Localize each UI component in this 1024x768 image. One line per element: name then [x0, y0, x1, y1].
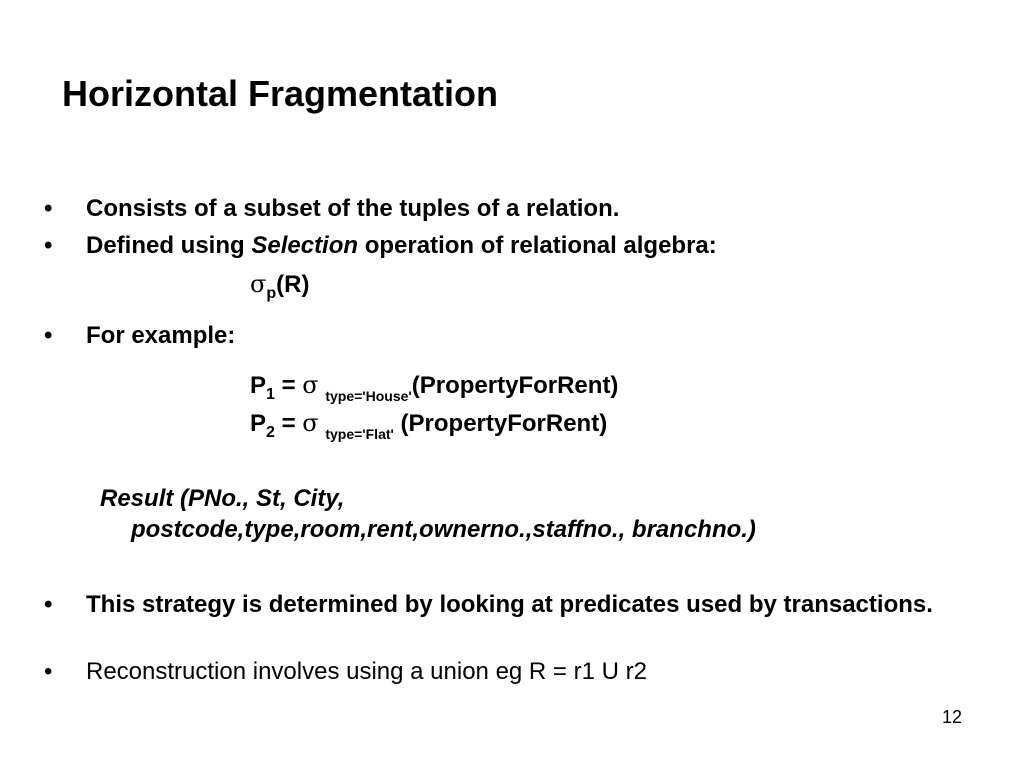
fragment-name: P	[250, 410, 267, 437]
fragment-index: 2	[266, 424, 275, 441]
selection-term: Selection	[251, 232, 359, 259]
formula-subscript: p	[266, 285, 277, 302]
selection-predicate: type='House'	[325, 388, 412, 404]
fragment-index: 1	[266, 386, 275, 403]
page-number: 12	[941, 707, 962, 727]
result-line-2: postcode,type,room,rent,ownerno.,staffno., branchno.)	[131, 516, 756, 543]
equals-sign: =	[274, 372, 303, 399]
slide-title: Horizontal Fragmentation	[62, 73, 499, 114]
result-line-1: Result (PNo., St, City,	[100, 485, 345, 512]
bullet-text: For example:	[86, 322, 236, 349]
bullet-marker-strategy: •	[44, 591, 53, 618]
fragment-p2-formula	[250, 409, 607, 449]
sigma-symbol: σ	[302, 371, 319, 399]
fragment-p1-formula	[250, 371, 618, 411]
relation-name: (PropertyForRent)	[393, 410, 608, 437]
bullet-marker: •	[44, 322, 53, 349]
relation-name: (PropertyForRent)	[411, 372, 619, 399]
bullet-text	[86, 231, 717, 260]
sigma-symbol: σ	[250, 270, 267, 298]
bullet-text-post: operation of relational algebra:	[358, 232, 717, 259]
selection-formula	[250, 270, 310, 308]
bullet-text-pre: Defined using	[86, 232, 252, 259]
bullet-marker: •	[44, 658, 53, 685]
equals-sign: =	[274, 410, 303, 437]
formula-argument: (R)	[276, 271, 310, 298]
bullet-text: Reconstruction involves using a union eg R = r1 U r2	[86, 658, 647, 685]
sigma-symbol: σ	[302, 409, 319, 437]
bullet-strategy-predicates: This strategy is determined by looking at predicates used by transactions.	[86, 591, 933, 618]
selection-predicate: type='Flat'	[325, 426, 394, 442]
bullet-text: Consists of a subset of the tuples of a relation.	[86, 195, 620, 222]
bullet-marker: •	[44, 232, 53, 259]
bullet-marker: •	[44, 195, 53, 222]
fragment-name: P	[250, 372, 267, 399]
